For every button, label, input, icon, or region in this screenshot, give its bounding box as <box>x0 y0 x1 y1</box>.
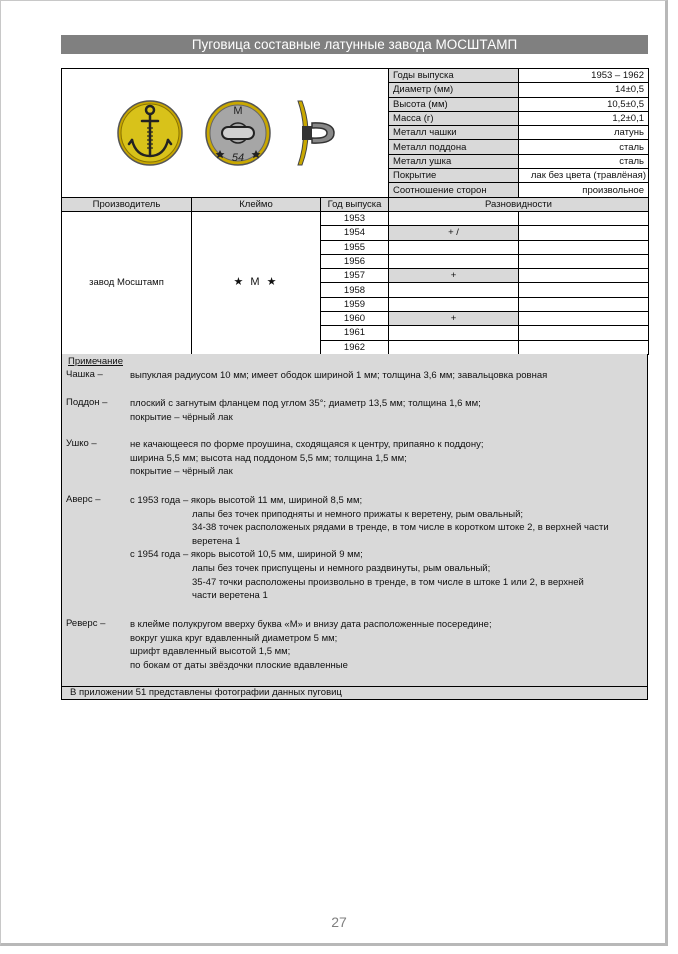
variant-cell <box>519 226 649 240</box>
note-line: вокруг ушка круг вдавленный диаметром 5 мм; <box>130 632 338 644</box>
variant-cell <box>389 240 519 254</box>
spec-value: лак без цвета (травлёная) <box>519 169 649 183</box>
header-manufacturer: Производитель <box>62 197 192 211</box>
header-year: Год выпуска <box>321 197 389 211</box>
note-line: веретена 1 <box>192 535 241 547</box>
spec-label: Металл чашки <box>389 126 519 140</box>
button-obverse-image <box>118 101 182 165</box>
note-label-obverse: Аверс – <box>66 494 101 505</box>
variant-cell <box>519 211 649 225</box>
page-title: Пуговица составные латунные завода МОСШТАМП <box>61 35 648 54</box>
appendix-note: В приложении 51 представлены фотографии данных пуговиц <box>61 686 648 700</box>
spec-label: Высота (мм) <box>389 97 519 111</box>
year-cell: 1959 <box>321 297 389 311</box>
note-line: с 1954 года – якорь высотой 10,5 мм, шириной 9 мм; <box>130 549 363 561</box>
variant-cell <box>389 283 519 297</box>
year-cell: 1953 <box>321 211 389 225</box>
year-cell: 1954 <box>321 226 389 240</box>
note-label-shank: Ушко – <box>66 438 97 449</box>
table-row <box>62 211 649 225</box>
year-cell: 1955 <box>321 240 389 254</box>
note-line: 34-38 точек расположеных рядами в тренде, в том числе в коротком штоке 2, в верхней части <box>192 522 609 534</box>
note-line: выпуклая радиусом 10 мм; имеет ободок шириной 1 мм; толщина 3,6 мм; завальцовка ровная <box>130 370 548 381</box>
variant-cell <box>389 254 519 268</box>
spec-value: 10,5±0,5 <box>519 97 649 111</box>
note-line: в клейме полукругом вверху буква «М» и внизу дата расположенные посередине; <box>130 619 492 630</box>
spec-value: произвольное <box>519 183 649 197</box>
button-side-profile-image <box>298 101 334 165</box>
reverse-date: 54 <box>231 151 245 164</box>
variant-cell: + <box>389 269 519 283</box>
note-label-cup: Чашка – <box>66 369 103 380</box>
spec-value: сталь <box>519 140 649 154</box>
notes-heading: Примечание <box>68 356 123 367</box>
year-cell: 1958 <box>321 283 389 297</box>
note-line: шрифт вдавленный высотой 1,5 мм; <box>130 646 291 658</box>
note-line: лапы без точек приподняты и немного прижаты к веретену, рым овальный; <box>192 508 524 520</box>
note-line: части веретена 1 <box>192 590 268 602</box>
note-text-reverse <box>130 618 492 672</box>
spec-label: Диаметр (мм) <box>389 83 519 97</box>
note-text-cup <box>130 369 547 383</box>
button-spec-table <box>61 68 649 355</box>
button-images-cell <box>62 69 389 198</box>
variant-cell <box>389 211 519 225</box>
year-cell: 1957 <box>321 269 389 283</box>
variant-cell <box>519 312 649 326</box>
manufacturer-cell: завод Мосштамп <box>62 211 192 354</box>
variant-cell <box>389 340 519 354</box>
spec-value: 1,2±0,1 <box>519 111 649 125</box>
spec-value: 1953 – 1962 <box>519 69 649 83</box>
variant-cell <box>519 297 649 311</box>
notes-section <box>61 354 648 687</box>
spec-label: Годы выпуска <box>389 69 519 83</box>
reverse-letter: М <box>233 104 243 117</box>
note-text-obverse <box>130 494 609 603</box>
variant-cell <box>389 297 519 311</box>
note-line: с 1953 года – якорь высотой 11 мм, шириной 8,5 мм; <box>130 495 363 506</box>
page-number: 27 <box>331 914 347 930</box>
spec-label: Соотношение сторон <box>389 183 519 197</box>
year-cell: 1962 <box>321 340 389 354</box>
variant-cell: + <box>389 312 519 326</box>
note-line: покрытие – чёрный лак <box>130 411 233 423</box>
spec-label: Покрытие <box>389 169 519 183</box>
spec-value: сталь <box>519 154 649 168</box>
variant-cell <box>519 254 649 268</box>
spec-label: Металл поддона <box>389 140 519 154</box>
note-label-tray: Поддон – <box>66 397 108 408</box>
note-text-shank <box>130 438 483 479</box>
variant-cell: + / <box>389 226 519 240</box>
spec-label: Металл ушка <box>389 154 519 168</box>
year-cell: 1960 <box>321 312 389 326</box>
spec-label: Масса (г) <box>389 111 519 125</box>
variant-cell <box>519 340 649 354</box>
variant-cell <box>519 269 649 283</box>
note-label-reverse: Реверс – <box>66 618 106 629</box>
year-cell: 1956 <box>321 254 389 268</box>
note-line: плоский с загнутым фланцем под углом 35°; диаметр 13,5 мм; толщина 1,6 мм; <box>130 398 481 409</box>
table-header-row <box>62 197 649 211</box>
note-line: лапы без точек приспущены и немного раздвинуты, рым овальный; <box>192 562 491 574</box>
spec-value: 14±0,5 <box>519 83 649 97</box>
note-line: не качающееся по форме проушина, сходящаяся к центру, припаяно к поддону; <box>130 439 484 450</box>
note-line: по бокам от даты звёздочки плоские вдавленные <box>130 659 348 671</box>
note-text-tray <box>130 397 481 424</box>
header-variants: Разновидности <box>389 197 649 211</box>
note-line: ширина 5,5 мм; высота над поддоном 5,5 мм; толщина 1,5 мм; <box>130 452 407 464</box>
mark-cell: ★ М ★ <box>192 211 321 354</box>
spec-value: латунь <box>519 126 649 140</box>
header-mark: Клеймо <box>192 197 321 211</box>
variant-cell <box>389 326 519 340</box>
note-line: покрытие – чёрный лак <box>130 466 233 478</box>
note-line: 35-47 точки расположены произвольно в тренде, в том числе в штоке 1 или 2, в верхней <box>192 576 584 588</box>
year-cell: 1961 <box>321 326 389 340</box>
variant-cell <box>519 283 649 297</box>
variant-cell <box>519 326 649 340</box>
variant-cell <box>519 240 649 254</box>
button-illustration <box>62 70 388 196</box>
button-reverse-image <box>206 101 270 165</box>
